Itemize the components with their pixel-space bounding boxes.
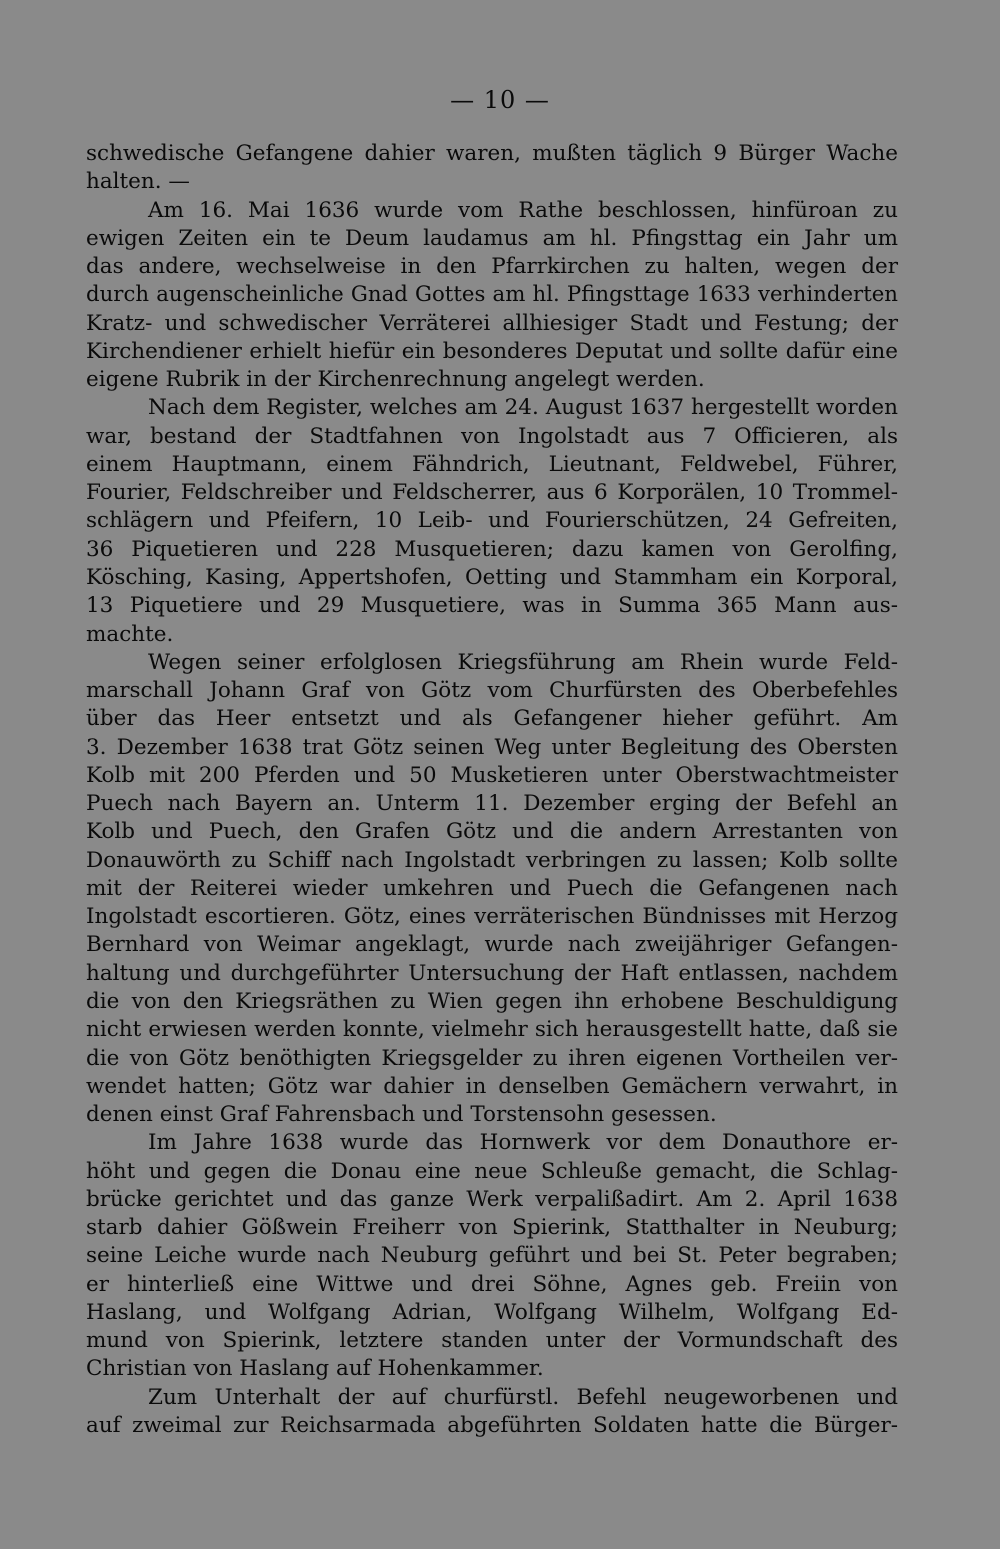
text-line: Zum Unterhalt der auf churfürstl. Befehl neugeworbenen und xyxy=(148,1384,898,1410)
text-line: mund von Spierink, letztere standen unter der Vormundschaft des xyxy=(86,1328,898,1354)
text-line: 36 Piquetieren und 228 Musquetieren; dazu kamen von Gerolfing, xyxy=(86,536,898,562)
page-number: — 10 — xyxy=(450,86,550,114)
text-line: Kratz- und schwedischer Verräterei allhiesiger Stadt und Festung; der xyxy=(86,310,898,336)
text-line: Donauwörth zu Schiff nach Ingolstadt verbringen zu lassen; Kolb sollte xyxy=(86,847,898,873)
text-line: marschall Johann Graf von Götz vom Churfürsten des Oberbefehles xyxy=(86,678,898,704)
text-line: ewigen Zeiten ein te Deum laudamus am hl. Pfingsttag ein Jahr um xyxy=(86,225,898,251)
text-line: Im Jahre 1638 wurde das Hornwerk vor dem Donauthore er- xyxy=(148,1130,898,1156)
text-line: wendet hatten; Götz war dahier in denselben Gemächern verwahrt, in xyxy=(86,1073,898,1099)
text-line: war, bestand der Stadtfahnen von Ingolstadt aus 7 Officieren, als xyxy=(86,423,898,449)
text-line: Wegen seiner erfolglosen Kriegsführung am Rhein wurde Feld- xyxy=(148,649,898,675)
text-line: 13 Piquetiere und 29 Musquetiere, was in Summa 365 Mann aus- xyxy=(86,593,898,619)
text-line: schlägern und Pfeifern, 10 Leib- und Fourierschützen, 24 Gefreiten, xyxy=(86,508,898,534)
text-line: einem Hauptmann, einem Fähndrich, Lieutnant, Feldwebel, Führer, xyxy=(86,451,898,477)
text-line: haltung und durchgeführter Untersuchung der Haft entlassen, nachdem xyxy=(86,960,898,986)
text-line: Kolb und Puech, den Grafen Götz und die andern Arrestanten von xyxy=(86,819,898,845)
text-line: seine Leiche wurde nach Neuburg geführt und bei St. Peter begraben; xyxy=(86,1243,898,1269)
text-line: Ingolstadt escortieren. Götz, eines verräterischen Bündnisses mit Herzog xyxy=(86,904,898,930)
text-line: 3. Dezember 1638 trat Götz seinen Weg unter Begleitung des Obersten xyxy=(86,734,898,760)
text-line: er hinterließ eine Wittwe und drei Söhne, Agnes geb. Freiin von xyxy=(86,1271,898,1297)
text-line: Puech nach Bayern an. Unterm 11. Dezember erging der Befehl an xyxy=(86,791,898,817)
text-line: Kösching, Kasing, Appertshofen, Oetting und Stammham ein Korporal, xyxy=(86,564,898,590)
text-line: durch augenscheinliche Gnad Gottes am hl. Pfingsttage 1633 verhinderten xyxy=(86,282,898,308)
text-line: nicht erwiesen werden konnte, vielmehr sich herausgestellt hatte, daß sie xyxy=(86,1017,898,1043)
text-line: Nach dem Register, welches am 24. August 1637 hergestellt worden xyxy=(148,395,898,421)
text-line: das andere, wechselweise in den Pfarrkirchen zu halten, wegen der xyxy=(86,254,898,280)
text-line: über das Heer entsetzt und als Gefangener hieher geführt. Am xyxy=(86,706,898,732)
text-line: mit der Reiterei wieder umkehren und Puech die Gefangenen nach xyxy=(86,875,898,901)
text-line: Kirchendiener erhielt hiefür ein besonderes Deputat und sollte dafür eine xyxy=(86,338,898,364)
text-line: auf zweimal zur Reichsarmada abgeführten Soldaten hatte die Bürger- xyxy=(86,1412,898,1438)
text-line: halten. — xyxy=(86,169,190,195)
text-line: brücke gerichtet und das ganze Werk verpalißadirt. Am 2. April 1638 xyxy=(86,1186,898,1212)
text-line: Haslang, und Wolfgang Adrian, Wolfgang Wilhelm, Wolfgang Ed- xyxy=(86,1299,898,1325)
text-line: eigene Rubrik in der Kirchenrechnung angelegt werden. xyxy=(86,367,705,393)
text-line: machte. xyxy=(86,621,174,647)
text-line: denen einst Graf Fahrensbach und Torstensohn gesessen. xyxy=(86,1102,717,1128)
text-line: starb dahier Gößwein Freiherr von Spierink, Statthalter in Neuburg; xyxy=(86,1215,898,1241)
text-line: Kolb mit 200 Pferden und 50 Musketieren unter Oberstwachtmeister xyxy=(86,762,898,788)
text-line: die von Götz benöthigten Kriegsgelder zu ihren eigenen Vortheilen ver- xyxy=(86,1045,898,1071)
text-line: die von den Kriegsräthen zu Wien gegen ihn erhobene Beschuldigung xyxy=(86,988,898,1014)
text-line: Bernhard von Weimar angeklagt, wurde nach zweijähriger Gefangen- xyxy=(86,932,898,958)
body-text xyxy=(86,140,898,1440)
text-line: Am 16. Mai 1636 wurde vom Rathe beschlossen, hinfüroan zu xyxy=(148,197,898,223)
text-line: schwedische Gefangene dahier waren, mußten täglich 9 Bürger Wache xyxy=(86,141,898,166)
text-line: Fourier, Feldschreiber und Feldscherrer, aus 6 Korporälen, 10 Trommel- xyxy=(86,480,898,506)
text-line: Christian von Haslang auf Hohenkammer. xyxy=(86,1356,544,1382)
text-line: höht und gegen die Donau eine neue Schleuße gemacht, die Schlag- xyxy=(86,1158,898,1184)
